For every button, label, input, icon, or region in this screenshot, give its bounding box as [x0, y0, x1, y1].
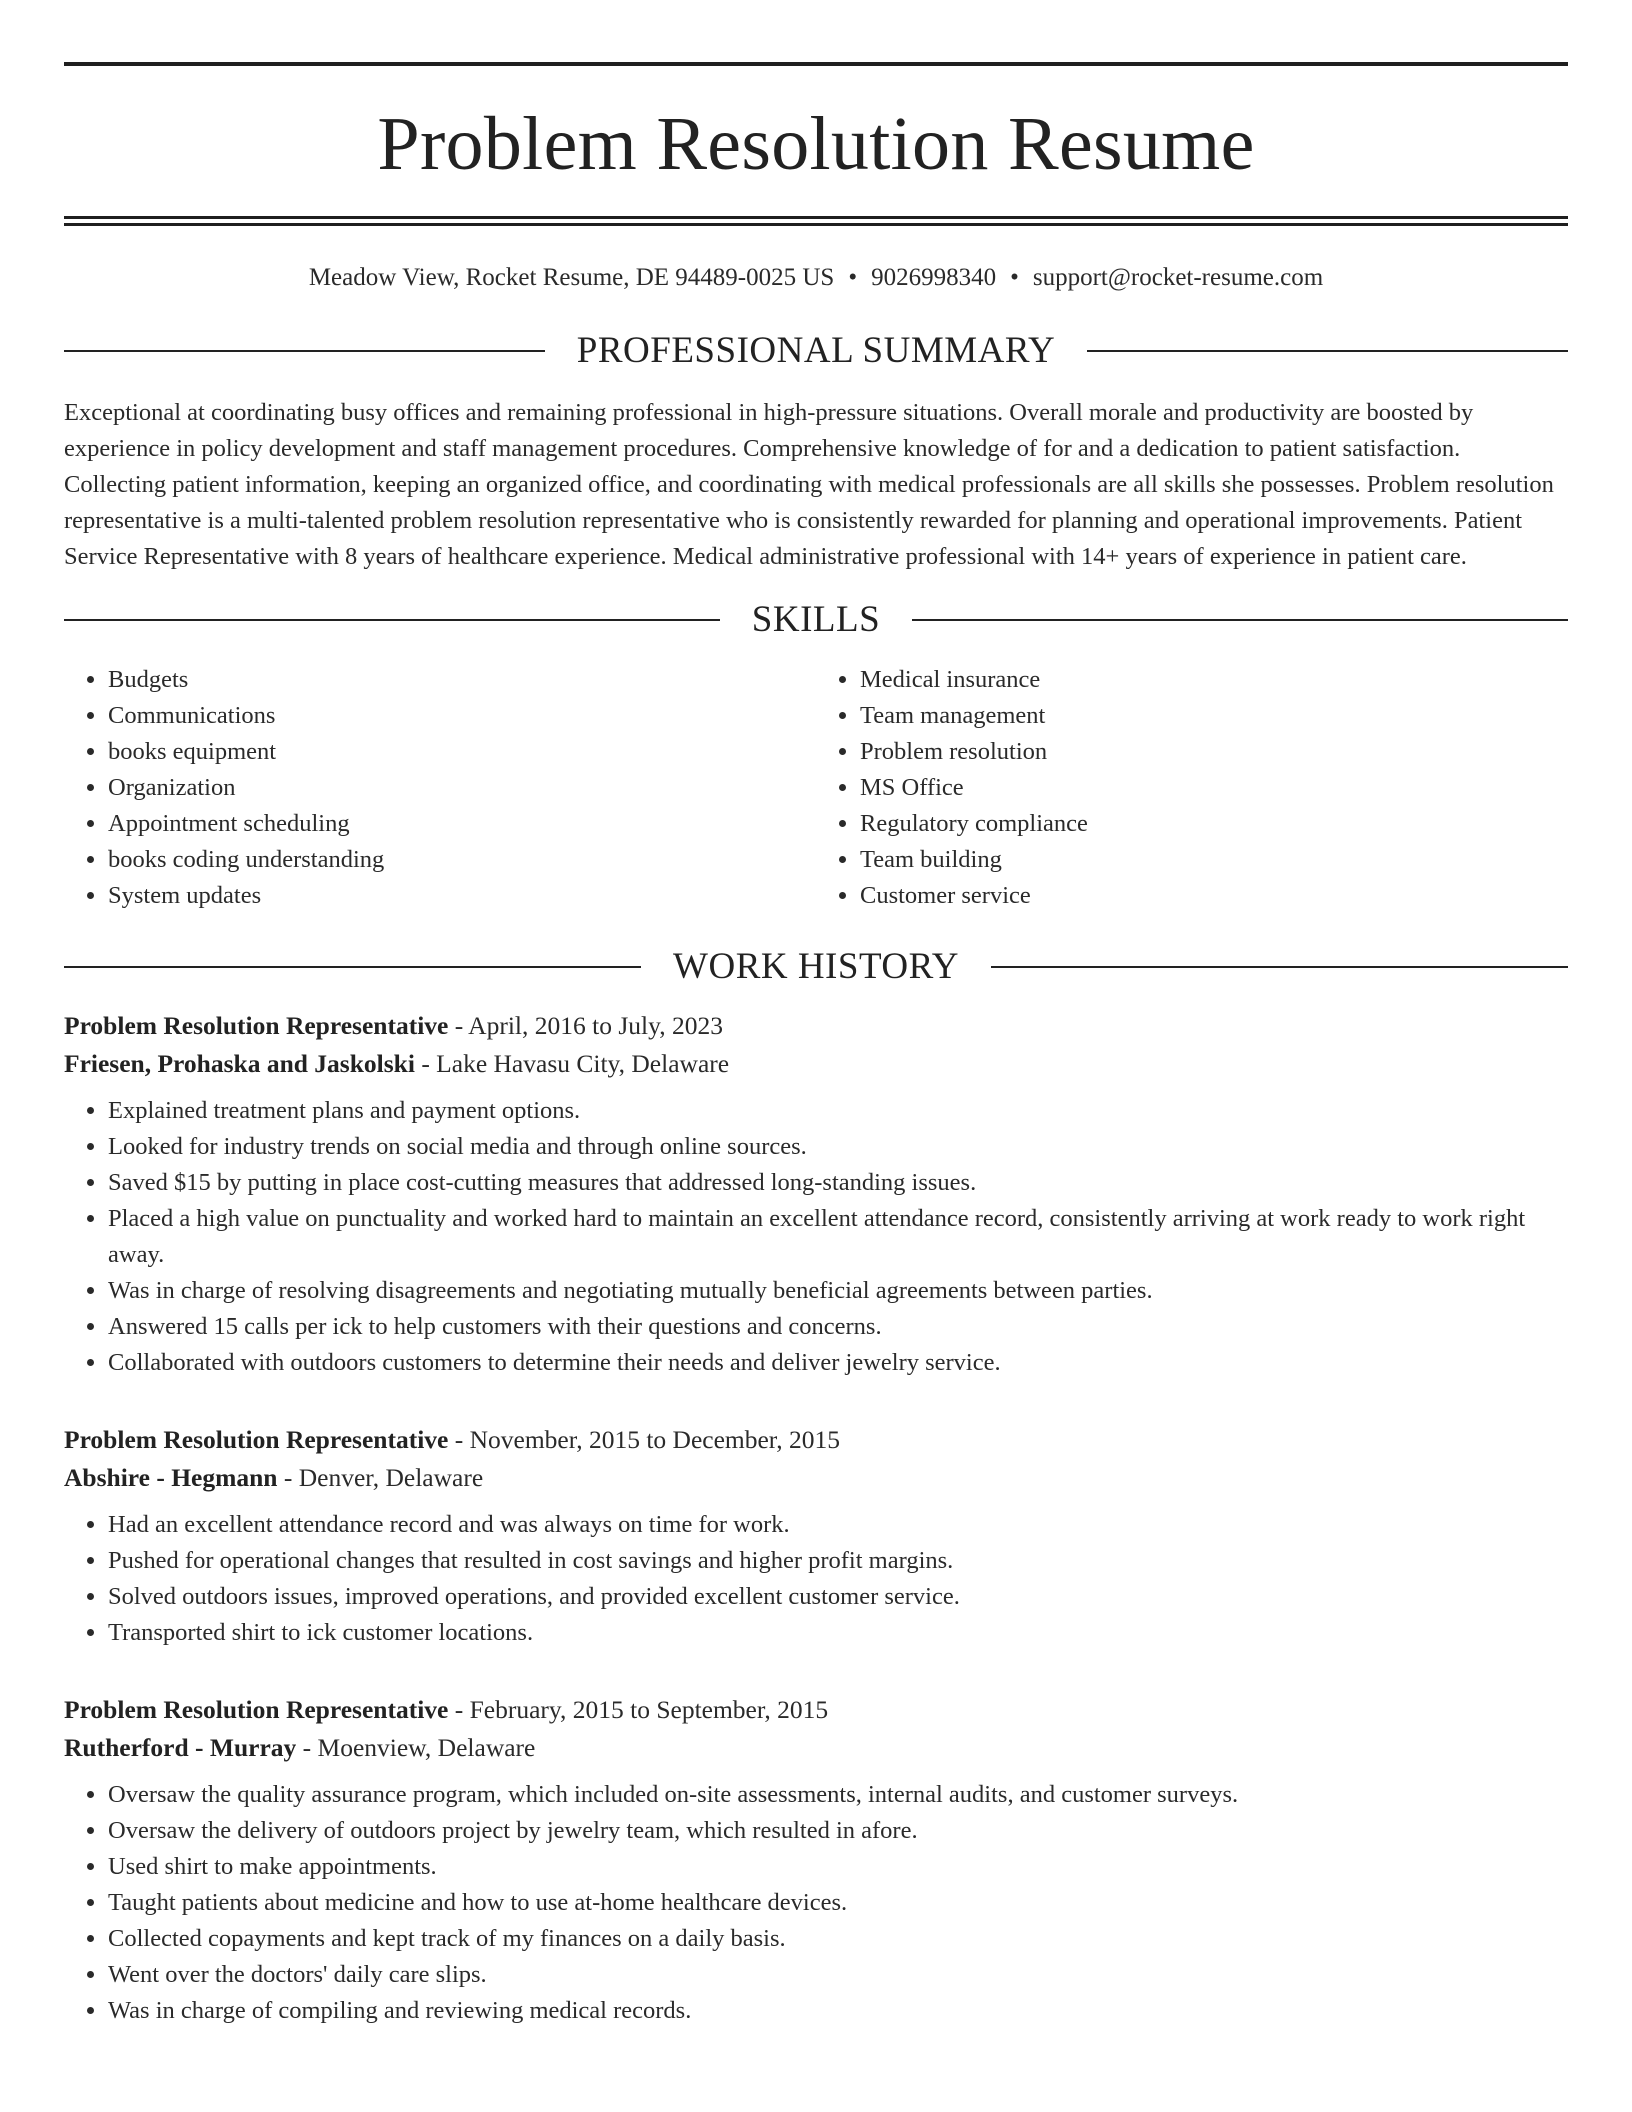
job-location: - Moenview, Delaware	[296, 1733, 536, 1762]
job-bullet: • Answered 15 calls per ick to help customers with their questions and concerns.	[108, 1309, 1568, 1345]
job-bullets	[64, 1507, 1568, 1651]
skill-item: • Organization	[108, 770, 816, 806]
job-entry	[64, 1007, 1568, 1381]
resume-title: Problem Resolution Resume	[377, 102, 1255, 186]
work-section-heading	[64, 948, 1568, 985]
skills-heading: SKILLS	[751, 599, 881, 640]
job-bullet: • Pushed for operational changes that resulted in cost savings and higher profit margins.	[108, 1543, 1568, 1579]
job-bullet: • Went over the doctors' daily care slips.	[108, 1957, 1568, 1993]
skill-item: • Customer service	[860, 878, 1568, 914]
job-bullets	[64, 1093, 1568, 1381]
job-company-line	[64, 1729, 1568, 1767]
job-title-line	[64, 1691, 1568, 1729]
job-company: Rutherford - Murray	[64, 1733, 297, 1762]
skill-item: • Problem resolution	[860, 734, 1568, 770]
job-company: Abshire - Hegmann	[64, 1463, 278, 1492]
job-bullet: • Placed a high value on punctuality and worked hard to maintain an excellent attendance record, consistently arriving at work ready to work right away.	[108, 1201, 1568, 1273]
heading-rule	[1087, 350, 1568, 352]
job-bullet: • Oversaw the delivery of outdoors project by jewelry team, which resulted in afore.	[108, 1813, 1568, 1849]
job-entry	[64, 1691, 1568, 2029]
job-bullet: • Taught patients about medicine and how to use at-home healthcare devices.	[108, 1885, 1568, 1921]
job-dates: - February, 2015 to September, 2015	[448, 1695, 829, 1724]
job-bullet: • Was in charge of compiling and reviewing medical records.	[108, 1993, 1568, 2029]
skill-item: • MS Office	[860, 770, 1568, 806]
contact-address: Meadow View, Rocket Resume, DE 94489-0025 US	[308, 264, 835, 291]
heading-rule	[64, 966, 641, 968]
skill-item: • books coding understanding	[108, 842, 816, 878]
job-company-line	[64, 1459, 1568, 1497]
title-double-rule	[64, 216, 1568, 226]
skill-item: • Regulatory compliance	[860, 806, 1568, 842]
job-title-line	[64, 1421, 1568, 1459]
skills-section-heading	[64, 601, 1568, 638]
heading-rule	[912, 619, 1568, 621]
job-bullets	[64, 1777, 1568, 2029]
job-dates: - November, 2015 to December, 2015	[448, 1425, 841, 1454]
skill-item: • books equipment	[108, 734, 816, 770]
contact-email: support@rocket-resume.com	[1032, 264, 1324, 291]
job-title: Problem Resolution Representative	[64, 1695, 449, 1724]
contact-separator: •	[1010, 264, 1019, 291]
job-bullet: • Was in charge of resolving disagreements and negotiating mutually beneficial agreements between parties.	[108, 1273, 1568, 1309]
summary-text: Exceptional at coordinating busy offices and remaining professional in high-pressure situations. Overall morale and productivity are boosted by experience in policy development and staff management procedures. Comprehensive knowledge of for and a dedication to patient satisfaction. Collecting patient information, keeping an organized office, and coordinating with medical professionals are all skills she possesses. Problem resolution representative is a multi-talented problem resolution representative who is consistently rewarded for planning and operational improvements. Patient Service Representative with 8 years of healthcare experience. Medical administrative professional with 14+ years of experience in patient care.	[64, 399, 1554, 570]
skill-item: • Team building	[860, 842, 1568, 878]
skills-right-column	[816, 662, 1568, 914]
heading-rule	[64, 619, 720, 621]
job-bullet: • Had an excellent attendance record and was always on time for work.	[108, 1507, 1568, 1543]
contact-line	[64, 264, 1568, 292]
skill-item: • System updates	[108, 878, 816, 914]
contact-phone: 9026998340	[871, 264, 997, 291]
skill-item: • Team management	[860, 698, 1568, 734]
job-bullet: • Solved outdoors issues, improved operations, and provided excellent customer service.	[108, 1579, 1568, 1615]
work-heading: WORK HISTORY	[673, 946, 959, 987]
job-bullet: • Looked for industry trends on social media and through online sources.	[108, 1129, 1568, 1165]
job-bullet: • Transported shirt to ick customer locations.	[108, 1615, 1568, 1651]
contact-separator: •	[848, 264, 858, 291]
job-bullet: • Used shirt to make appointments.	[108, 1849, 1568, 1885]
work-history-section	[64, 948, 1568, 2029]
summary-section-heading	[64, 332, 1568, 369]
job-title: Problem Resolution Representative	[64, 1425, 449, 1454]
skill-item: • Appointment scheduling	[108, 806, 816, 842]
job-location: - Lake Havasu City, Delaware	[414, 1049, 730, 1078]
job-title: Problem Resolution Representative	[64, 1011, 449, 1040]
skills-left-column	[64, 662, 816, 914]
job-bullet: • Collaborated with outdoors customers to determine their needs and deliver jewelry service.	[108, 1345, 1568, 1381]
job-bullet: • Saved $15 by putting in place cost-cutting measures that addressed long-standing issues.	[108, 1165, 1568, 1201]
top-rule	[64, 62, 1568, 66]
job-entry	[64, 1421, 1568, 1651]
job-bullet: • Oversaw the quality assurance program, which included on-site assessments, internal audits, and customer surveys.	[108, 1777, 1568, 1813]
skills-list	[64, 662, 1568, 914]
job-company-line	[64, 1045, 1568, 1083]
heading-rule	[64, 350, 545, 352]
job-location: - Denver, Delaware	[277, 1463, 484, 1492]
job-dates: - April, 2016 to July, 2023	[448, 1011, 723, 1040]
skill-item: • Medical insurance	[860, 662, 1568, 698]
job-bullet: • Collected copayments and kept track of my finances on a daily basis.	[108, 1921, 1568, 1957]
heading-rule	[991, 966, 1568, 968]
skill-item: • Budgets	[108, 662, 816, 698]
job-company: Friesen, Prohaska and Jaskolski	[64, 1049, 415, 1078]
job-bullet: • Explained treatment plans and payment options.	[108, 1093, 1568, 1129]
skill-item: • Communications	[108, 698, 816, 734]
job-title-line	[64, 1007, 1568, 1045]
summary-heading: PROFESSIONAL SUMMARY	[576, 330, 1056, 371]
